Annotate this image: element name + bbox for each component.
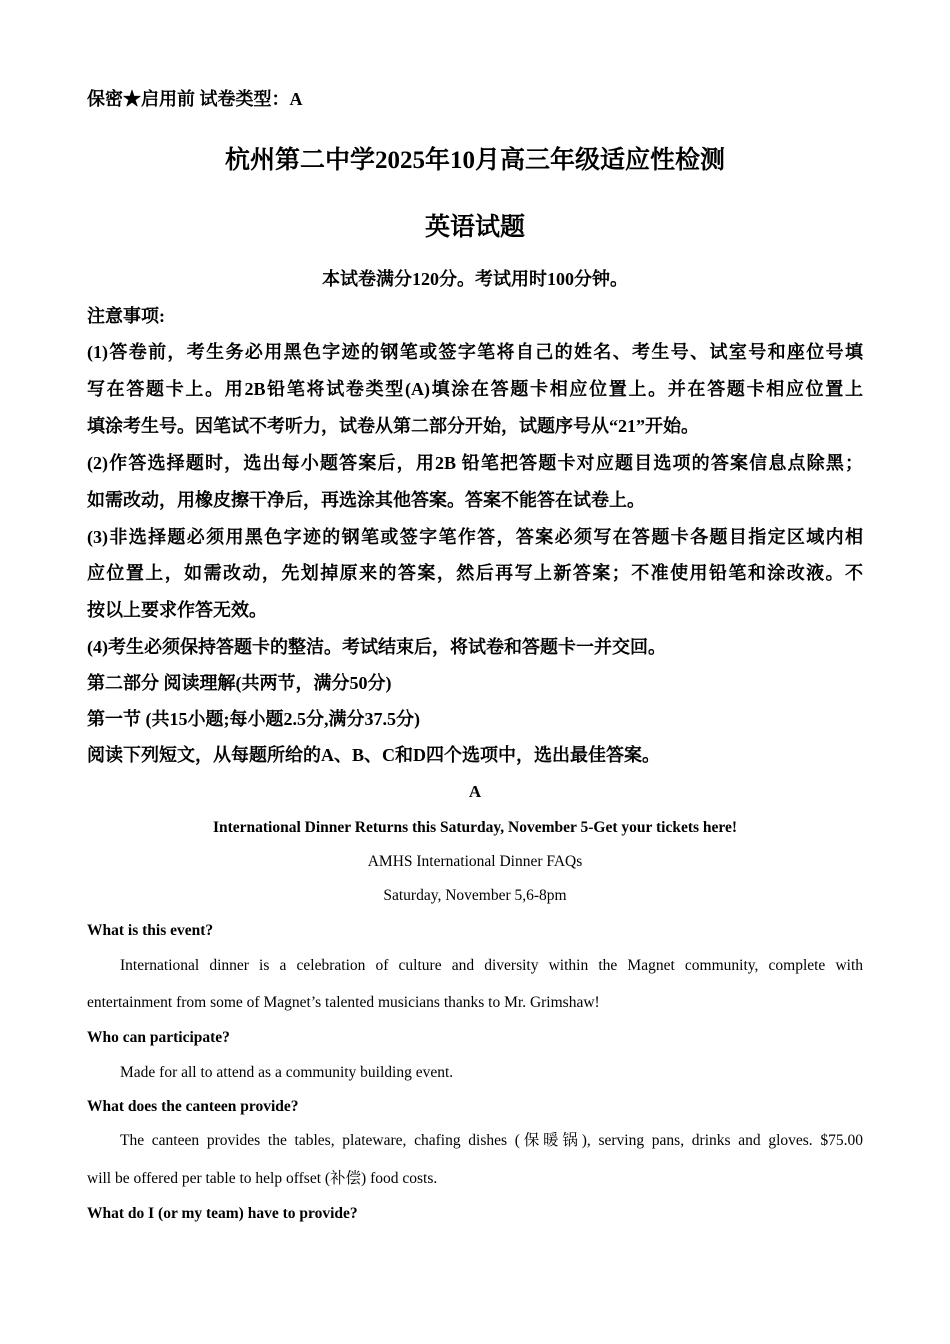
notice-line: 按以上要求作答无效。 (87, 600, 267, 620)
score-info: 本试卷满分120分。考试用时100分钟。 (322, 269, 628, 289)
confidential-label: 保密★启用前 试卷类型：A (87, 89, 303, 109)
passage-label: A (468, 782, 482, 801)
passage-headline: International Dinner Returns this Saturday, November 5-Get your tickets here! (212, 819, 738, 836)
question-heading: What does the canteen provide? (87, 1098, 299, 1115)
question-heading: Who can participate? (87, 1029, 230, 1046)
notice-heading: 注意事项: (87, 306, 165, 326)
notice-line: (4)考生必须保持答题卡的整洁。考试结束后，将试卷和答题卡一并交回。 (87, 637, 666, 657)
subsection-heading: 第一节 (共15小题;每小题2.5分,满分37.5分) (87, 709, 420, 729)
part-heading: 第二部分 阅读理解(共两节，满分50分) (87, 673, 392, 693)
answer-text: will be offered per table to help offset (补偿) food costs. (87, 1170, 438, 1187)
answer-text: International dinner is a celebration of culture and diversity within the Magnet community, complete with (120, 957, 863, 974)
exam-title: 杭州第二中学2025年10月高三年级适应性检测 (224, 147, 725, 174)
notice-line: 如需改动，用橡皮擦干净后，再选涂其他答案。答案不能答在试卷上。 (87, 490, 645, 510)
notice-line: 填涂考生号。因笔试不考听力，试卷从第二部分开始，试题序号从“21”开始。 (87, 416, 699, 436)
instruction: 阅读下列短文，从每题所给的A、B、C和D四个选项中，选出最佳答案。 (87, 745, 660, 765)
passage-date: Saturday, November 5,6-8pm (383, 887, 567, 904)
answer-text: entertainment from some of Magnet’s talented musicians thanks to Mr. Grimshaw! (87, 994, 600, 1011)
question-heading: What do I (or my team) have to provide? (87, 1205, 358, 1222)
question-heading: What is this event? (87, 922, 214, 939)
notice-line: 应位置上，如需改动，先划掉原来的答案，然后再写上新答案；不准使用铅笔和涂改液。不 (87, 563, 863, 583)
notice-line: (1)答卷前，考生务必用黑色字迹的钢笔或签字笔将自己的姓名、考生号、试室号和座位号填 (87, 342, 863, 362)
passage-subtitle: AMHS International Dinner FAQs (367, 853, 583, 870)
answer-text: The canteen provides the tables, plateware, chafing dishes (保暖锅), serving pans, drinks and gloves. $75.00 (120, 1132, 863, 1149)
subject-title: 英语试题 (424, 214, 525, 241)
notice-line: 写在答题卡上。用2B铅笔将试卷类型(A)填涂在答题卡相应位置上。并在答题卡相应位置上 (87, 379, 863, 399)
notice-line: (2)作答选择题时，选出每小题答案后，用2B 铅笔把答题卡对应题目选项的答案信息点除黑； (87, 453, 863, 473)
answer-text: Made for all to attend as a community building event. (120, 1064, 454, 1081)
notice-line: (3)非选择题必须用黑色字迹的钢笔或签字笔作答，答案必须写在答题卡各题目指定区域内相 (87, 527, 863, 547)
